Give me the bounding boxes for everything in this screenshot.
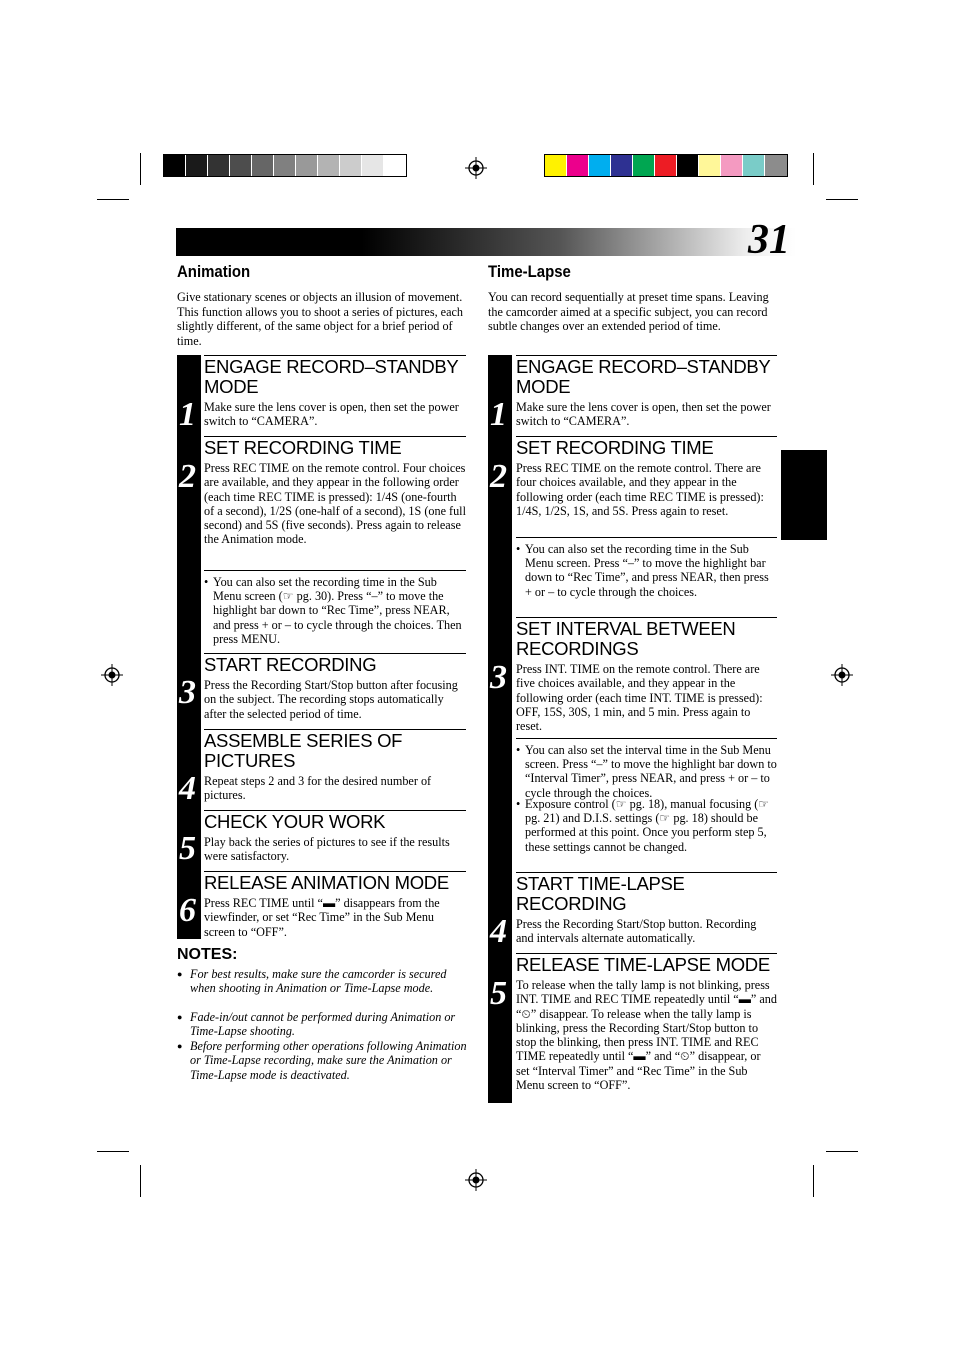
step-number: 5 [179, 830, 196, 867]
step-heading: CHECK YOUR WORK [204, 811, 386, 832]
step-text: To release when the tally lamp is not blinking, press INT. TIME and REC TIME repeatedly until “▬” and “⏲” disappear. To release when the tally lamp is blinking, press the Recording Start/Stop button to stop the blinking, then press INT. TIME and REC TIME repeatedly until “▬” and “⏲” disappear, or set “Interval Timer” and “Rec Time” in the Sub Menu screen to “OFF”. [516, 978, 777, 1093]
note-item: ● Fade-in/out cannot be performed during Animation or Time-Lapse shooting. [177, 1010, 467, 1039]
step-bullet: • You can also set the interval time in the Sub Menu screen. Press “–” to move the highlight bar down to “Interval Timer”, press NEAR, and press + or – to cycle through the choices. [516, 743, 777, 800]
divider [516, 537, 777, 538]
step-number: 4 [179, 770, 196, 807]
divider [516, 738, 777, 739]
timelapse-title: Time-Lapse [488, 262, 571, 281]
step-text: Make sure the lens cover is open, then set the power switch to “CAMERA”. [204, 400, 459, 429]
step-text: Make sure the lens cover is open, then set the power switch to “CAMERA”. [516, 400, 771, 429]
animation-intro: Give stationary scenes or objects an illusion of movement. This function allows you to shoot a series of pictures, each slightly different, of the same object for a brief period of time. [177, 290, 464, 348]
step-heading: RELEASE TIME-LAPSE MODE [516, 954, 770, 975]
crop-mark [813, 1165, 814, 1197]
step-number: 3 [490, 659, 507, 696]
step-heading: ENGAGE RECORD–STANDBY MODE [516, 356, 771, 397]
step-number: 1 [179, 396, 196, 433]
step-heading: START RECORDING [204, 654, 377, 675]
step-number: 4 [490, 913, 507, 950]
crop-mark [140, 153, 141, 185]
step-bullet: • Exposure control (☞ pg. 18), manual focusing (☞ pg. 21) and D.I.S. settings (☞ pg. 18) should be performed at this point. Once you perform step 5, these settings cannot be changed. [516, 797, 777, 854]
registration-mark-icon [831, 664, 853, 686]
step-heading: ASSEMBLE SERIES OF PICTURES [204, 730, 403, 771]
step-heading: SET RECORDING TIME [516, 437, 714, 458]
step-number: 2 [490, 458, 507, 495]
process-color-bar [544, 154, 788, 177]
divider [204, 570, 466, 571]
crop-mark [826, 1151, 858, 1152]
note-item: ● Before performing other operations following Animation or Time-Lapse recording, make sure the Animation or Time-Lapse mode is deactivated. [177, 1039, 467, 1082]
step-number: 6 [179, 892, 196, 929]
step-heading: SET RECORDING TIME [204, 437, 402, 458]
step-number: 2 [179, 458, 196, 495]
crop-mark [826, 199, 858, 200]
note-item: ● For best results, make sure the camcorder is secured when shooting in Animation or Time-Lapse mode. [177, 967, 467, 996]
notes-heading: NOTES: [177, 946, 238, 963]
step-text: Play back the series of pictures to see if the results were satisfactory. [204, 835, 450, 864]
step-number: 1 [490, 396, 507, 433]
step-text: Press the Recording Start/Stop button. Recording and intervals alternate automatically. [516, 917, 757, 946]
step-text: Press the Recording Start/Stop button after focusing on the subject. The recording stops automatically after the selected period of time. [204, 678, 458, 721]
step-text: Press REC TIME on the remote control. There are four choices available, and they appear in the following order (each time REC TIME is pressed): 1/4S, 1/2S, 1S, and 5S. Press again to reset. [516, 461, 764, 518]
step-text: Press REC TIME on the remote control. Four choices are available, and they appear in the following order (each time REC TIME is pressed): 1/4S (one-fourth of a second), 1/2S (one-half of a second), 1S (one full second) and 5S (five seconds). Press again to release the Animation mode. [204, 461, 466, 547]
step-heading: RELEASE ANIMATION MODE [204, 872, 449, 893]
crop-mark [97, 1151, 129, 1152]
registration-mark-icon [465, 157, 487, 179]
step-heading: SET INTERVAL BETWEEN RECORDINGS [516, 618, 736, 659]
registration-mark-icon [101, 664, 123, 686]
step-text: Press REC TIME until “▬” disappears from the viewfinder, or set “Rec Time” in the Sub Menu screen to “OFF”. [204, 896, 440, 939]
step-heading: START TIME-LAPSE RECORDING [516, 873, 685, 914]
step-bullet: • You can also set the recording time in the Sub Menu screen. Press “–” to move the highlight bar down to “Rec Time”, and press NEAR, then press + or – to cycle through the choices. [516, 542, 777, 599]
crop-mark [813, 153, 814, 185]
header-gradient-bar [176, 228, 796, 256]
section-tab [781, 450, 827, 540]
crop-mark [140, 1165, 141, 1197]
step-text: Press INT. TIME on the remote control. There are five choices available, and they appear in the following order (each time INT. TIME is pressed): OFF, 15S, 30S, 1 min, and 5 min. Press again to reset. [516, 662, 763, 734]
crop-mark [97, 199, 129, 200]
timelapse-intro: You can record sequentially at preset time spans. Leaving the camcorder aimed at a specific subject, you can record subtle changes over an extended period of time. [488, 290, 769, 333]
step-number: 5 [490, 975, 507, 1012]
grayscale-bar [163, 154, 407, 177]
step-heading: ENGAGE RECORD–STANDBY MODE [204, 356, 459, 397]
page-number: 31 [748, 217, 790, 263]
step-number: 3 [179, 674, 196, 711]
step-text: Repeat steps 2 and 3 for the desired number of pictures. [204, 774, 432, 803]
registration-mark-icon [465, 1169, 487, 1191]
step-bullet: • You can also set the recording time in the Sub Menu screen (☞ pg. 30). Press “–” to move the highlight bar down to “Rec Time”, press NEAR, and press + or – to cycle through the choices. Then press MENU. [204, 575, 467, 646]
animation-title: Animation [177, 262, 251, 281]
